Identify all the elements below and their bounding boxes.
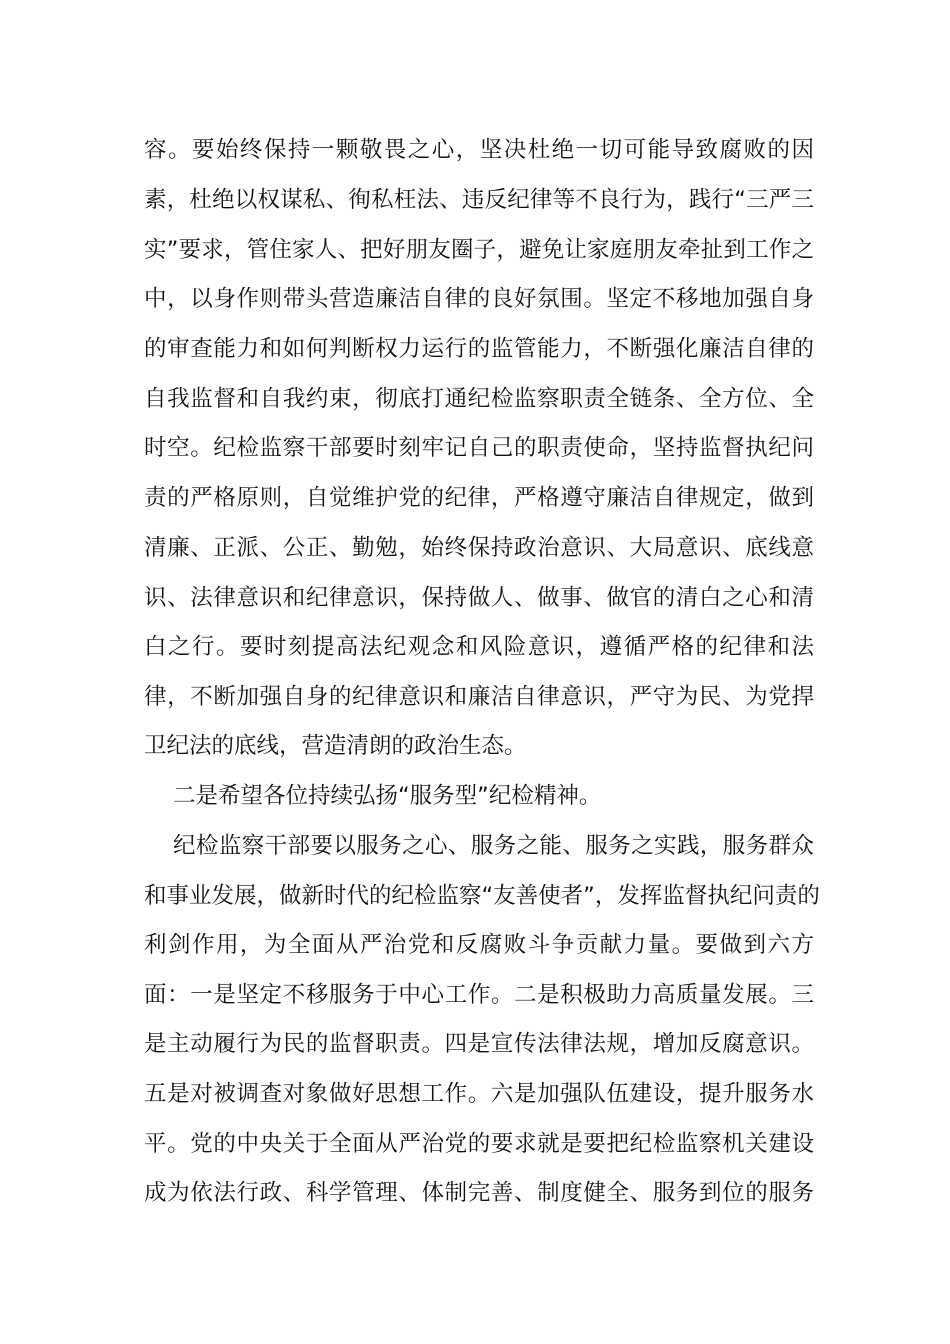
text-line: 责的严格原则，自觉维护党的纪律，严格遵守廉洁自律规定，做到 — [144, 485, 814, 511]
text-line: 和事业发展，做新时代的纪检监察“友善使者”，发挥监督执纪问责的 — [144, 883, 820, 909]
text-line: 是主动履行为民的监督职责。四是宣传法律法规，增加反腐意识。 — [144, 1031, 814, 1057]
text-line: 时空。纪检监察干部要时刻牢记自己的职责使命，坚持监督执纪问 — [144, 435, 814, 461]
text-line: 清廉、正派、公正、勤勉，始终保持政治意识、大局意识、底线意 — [144, 535, 814, 561]
text-line: 纪检监察干部要以服务之心、服务之能、服务之实践，服务群众 — [173, 833, 814, 859]
text-line: 成为依法行政、科学管理、体制完善、制度健全、服务到位的服务 — [144, 1180, 814, 1206]
text-line: 面：一是坚定不移服务于中心工作。二是积极助力高质量发展。三 — [144, 982, 814, 1008]
text-line: 卫纪法的底线，营造清朗的政治生态。 — [144, 733, 527, 759]
text-line: 中，以身作则带头营造廉洁自律的良好氛围。坚定不移地加强自身 — [144, 286, 814, 312]
text-line: 识、法律意识和纪律意识，保持做人、做事、做官的清白之心和清 — [144, 585, 814, 611]
text-line: 律，不断加强自身的纪律意识和廉洁自律意识，严守为民、为党捍 — [144, 684, 814, 710]
text-line: 平。党的中央关于全面从严治党的要求就是要把纪检监察机关建设 — [144, 1131, 814, 1157]
text-line: 自我监督和自我约束，彻底打通纪检监察职责全链条、全方位、全 — [144, 386, 814, 412]
text-line: 白之行。要时刻提高法纪观念和风险意识，遵循严格的纪律和法 — [144, 634, 814, 660]
text-line: 的审查能力和如何判断权力运行的监管能力，不断强化廉洁自律的 — [144, 336, 814, 362]
text-line: 素，杜绝以权谋私、徇私枉法、违反纪律等不良行为，践行“三严三 — [144, 187, 814, 213]
section-heading: 二是希望各位持续弘扬“服务型”纪检精神。 — [173, 783, 602, 809]
text-line: 容。要始终保持一颗敬畏之心，坚决杜绝一切可能导致腐败的因 — [144, 137, 814, 163]
text-line: 利剑作用，为全面从严治党和反腐败斗争贡献力量。要做到六方 — [144, 932, 814, 958]
text-line: 实”要求，管住家人、把好朋友圈子，避免让家庭朋友牵扯到工作之 — [144, 237, 814, 263]
text-line: 五是对被调查对象做好思想工作。六是加强队伍建设，提升服务水 — [144, 1081, 814, 1107]
